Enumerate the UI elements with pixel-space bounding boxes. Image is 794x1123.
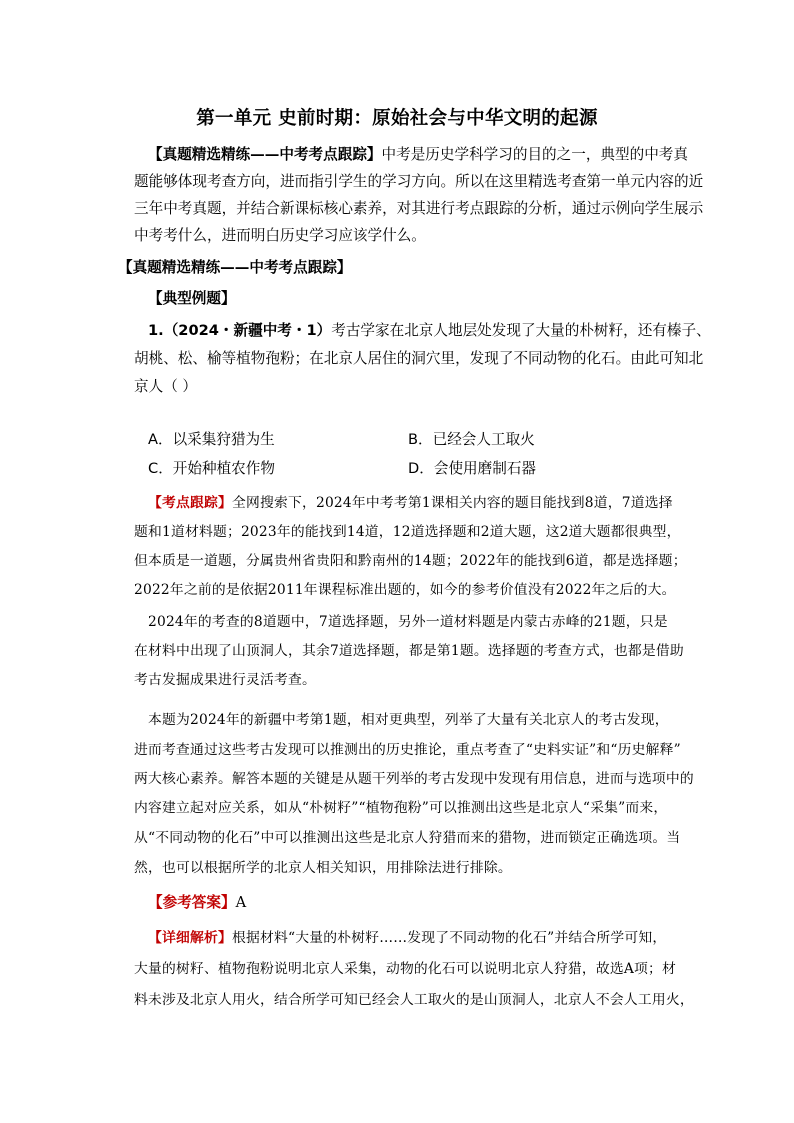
- intro-line-3: 三年中考真题，并结合新课标核心素养，对其进行考点跟踪的分析，通过示例向学生展示: [134, 200, 704, 217]
- tracking-p1-line-2: 题和1道材料题；2023年的能找到14道，12道选择题和2道大题，这2道大题都很典型，: [134, 524, 681, 540]
- intro-line-2: 题能够体现考查方向，进而指引学生的学习方向。所以在这里精选考查第一单元内容的近: [134, 173, 704, 190]
- option-c: C．开始种植农作物: [148, 460, 275, 477]
- analysis-line-1: 【详细解析】根据材料“大量的朴树籽……发现了不同动物的化石”并结合所学可知，: [148, 930, 667, 946]
- option-d: D．会使用磨制石器: [408, 460, 537, 477]
- section-heading: 【真题精选精练——中考考点跟踪】: [118, 259, 352, 276]
- option-a: A．以采集狩猎为生: [148, 431, 275, 448]
- tracking-p2-line-3: 考古发掘成果进行灵活考查。: [134, 672, 316, 688]
- page-title: 第一单元 史前时期：原始社会与中华文明的起源: [196, 108, 598, 129]
- option-b: B．已经会人工取火: [408, 431, 535, 448]
- intro-line-4: 中考考什么，进而明白历史学习应该学什么。: [134, 227, 426, 244]
- tracking-p3-line-2: 进而考查通过这些考古发现可以推测出的历史推论，重点考查了“史料实证”和“历史解释”: [134, 742, 681, 758]
- tracking-p3-line-6: 然，也可以根据所学的北京人相关知识，用排除法进行排除。: [134, 860, 512, 876]
- analysis-label: 【详细解析】: [148, 930, 232, 946]
- answer-label: 【参考答案】: [148, 894, 236, 911]
- analysis-line-2: 大量的树籽、植物孢粉说明北京人采集，动物的化石可以说明北京人狩猎，故选A项；材: [134, 961, 677, 977]
- tracking-p3-line-3: 两大核心素养。解答本题的关键是从题干列举的考古发现中发现有用信息，进而与选项中的: [134, 771, 694, 787]
- sub-heading: 【典型例题】: [148, 290, 236, 307]
- intro-line-1: 【真题精选精练——中考考点跟踪】中考是历史学科学习的目的之一，典型的中考真: [148, 146, 688, 163]
- tracking-p1-line-4: 2022年之前的是依据2011年课程标准出题的，如今的参考价值没有2022年之后的大。: [134, 582, 676, 598]
- analysis-line-3: 料未涉及北京人用火，结合所学可知已经会人工取火的是山顶洞人，北京人不会人工用火，: [134, 992, 694, 1008]
- intro-lead: 【真题精选精练——中考考点跟踪】: [148, 146, 382, 163]
- question-line-2: 胡桃、松、榆等植物孢粉；在北京人居住的洞穴里，发现了不同动物的化石。由此可知北: [134, 350, 704, 367]
- tracking-label: 【考点跟踪】: [148, 495, 232, 511]
- answer-value: A: [235, 894, 247, 911]
- tracking-p2-line-1: 2024年的考查的8道题中，7道选择题，另外一道材料题是内蒙古赤峰的21题，只是: [148, 614, 668, 630]
- tracking-p3-line-5: 从“不同动物的化石”中可以推测出这些是北京人狩猎而来的猎物，进而锁定正确选项。当: [134, 830, 681, 846]
- tracking-p2-line-2: 在材料中出现了山顶洞人，其余7道选择题，都是第1题。选择题的考查方式，也都是借助: [134, 643, 684, 659]
- answer-line: [148, 891, 678, 912]
- question-source: （2024・新疆中考・1）: [163, 322, 332, 339]
- tracking-p1-line-3: 但本质是一道题，分属贵州省贵阳和黔南州的14题；2022年的能找到6道，都是选择题；: [134, 553, 687, 569]
- tracking-p3-line-4: 内容建立起对应关系，如从“朴树籽”“植物孢粉”可以推测出这些是北京人“采集”而来，: [134, 800, 668, 816]
- question-line-3: 京人（ ）: [134, 378, 198, 395]
- question-number: 1.: [148, 322, 164, 339]
- question-line-1: 1.（2024・新疆中考・1）考古学家在北京人地层处发现了大量的朴树籽，还有榛子、: [148, 322, 711, 339]
- tracking-p3-line-1: 本题为2024年的新疆中考第1题，相对更典型，列举了大量有关北京人的考古发现，: [148, 712, 669, 728]
- tracking-p1-line-1: 【考点跟踪】全网搜索下，2024年中考考第1课相关内容的题目能找到8道，7道选择: [148, 495, 673, 511]
